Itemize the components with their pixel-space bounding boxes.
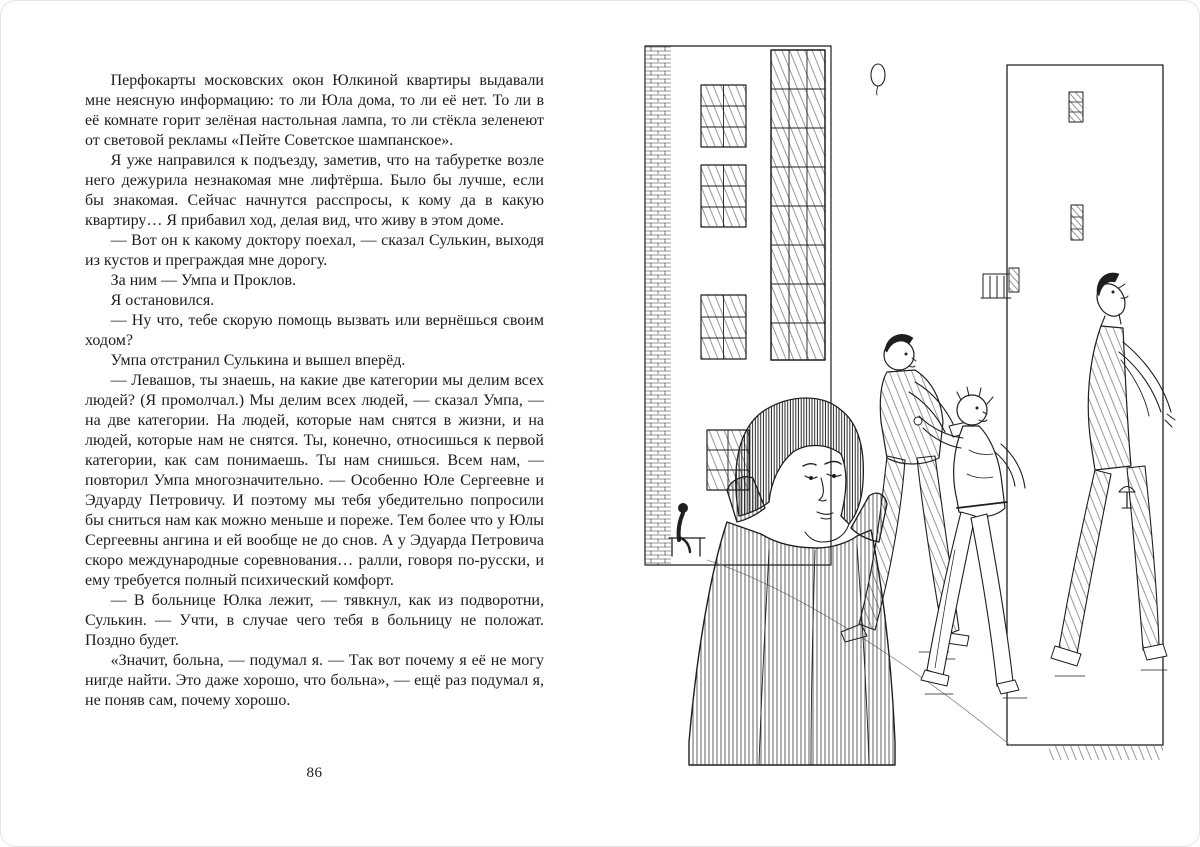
window bbox=[1071, 205, 1083, 240]
stairwell-window-strip bbox=[771, 50, 825, 360]
paragraph: Умпа отстранил Сулькина и вышел вперёд. bbox=[110, 352, 406, 369]
street-scene-illustration bbox=[619, 29, 1179, 791]
paragraph: За ним — Умпа и Проклов. bbox=[110, 272, 297, 289]
paragraph: — Вот он к какому доктору поехал, — сказал Сулькин, выходя из кустов и преграждая мне дорогу. bbox=[85, 232, 544, 269]
paragraph: — Ну что, тебе скорую помощь вызвать или вернёшься своим ходом? bbox=[85, 312, 544, 349]
paragraph: Перфокарты московских окон Юлкиной квартиры выдавали мне неясную информацию: то ли Юла дома, то ли её нет. То ли в её комнате горит зелёная настольная лампа, то ли стёкла зеленеют от световой рекламы «Пейте Советское шампанское». bbox=[85, 72, 544, 149]
window bbox=[701, 165, 746, 227]
illustration-area bbox=[619, 29, 1179, 791]
paragraph: Я уже направился к подъезду, заметив, что на табуретке возле него дежурила незнакомая мне лифтёрша. Было бы лучше, если бы знакомая. Сейчас начнутся расспросы, к кому да в какую квартиру… Я прибавил ход, делая вид, что живу в этом доме. bbox=[85, 152, 544, 229]
paragraph: «Значит, больна, — подумал я. — Так вот почему я её не могу нигде найти. Это даже хорошо, что больна», — ещё раз подумал я, не поняв сам, почему хорошо. bbox=[85, 652, 544, 709]
page-text bbox=[85, 71, 544, 711]
window bbox=[701, 295, 746, 359]
paragraph: — Левашов, ты знаешь, на какие две категории мы делим всех людей? (Я промолчал.) Мы делим всех людей, — сказал Умпа, — на две категории. На людей, которые нам снятся в жизни, и на людей, которые нам не снятся. Ты, конечно, относишься к первой категории, как сам понимаешь. Ты нам снишься. Всем нам, — повторил Умпа многозначительно. — Особенно Юле Сергеевне и Эдуарду Петровичу. И поэтому мы тебя убедительно попросили бы сниться нам как можно меньше и пореже. Тем более что у Юлы Сергеевны ангина и ей вообще не до снов. А у Эдуарда Петровича скоро международные соревнования… ралли, говоря по-русски, и ему требуется полный психический комфорт. bbox=[85, 372, 544, 589]
balloon bbox=[871, 64, 885, 95]
page-number: 86 bbox=[306, 765, 323, 781]
window bbox=[701, 85, 746, 147]
window bbox=[1069, 92, 1083, 122]
paragraph: Я остановился. bbox=[110, 292, 215, 309]
paragraph: — В больнице Юлка лежит, — тявкнул, как из подворотни, Сулькин. — Учти, в случае чего тебя в больницу не положат. Поздно будет. bbox=[85, 592, 544, 649]
